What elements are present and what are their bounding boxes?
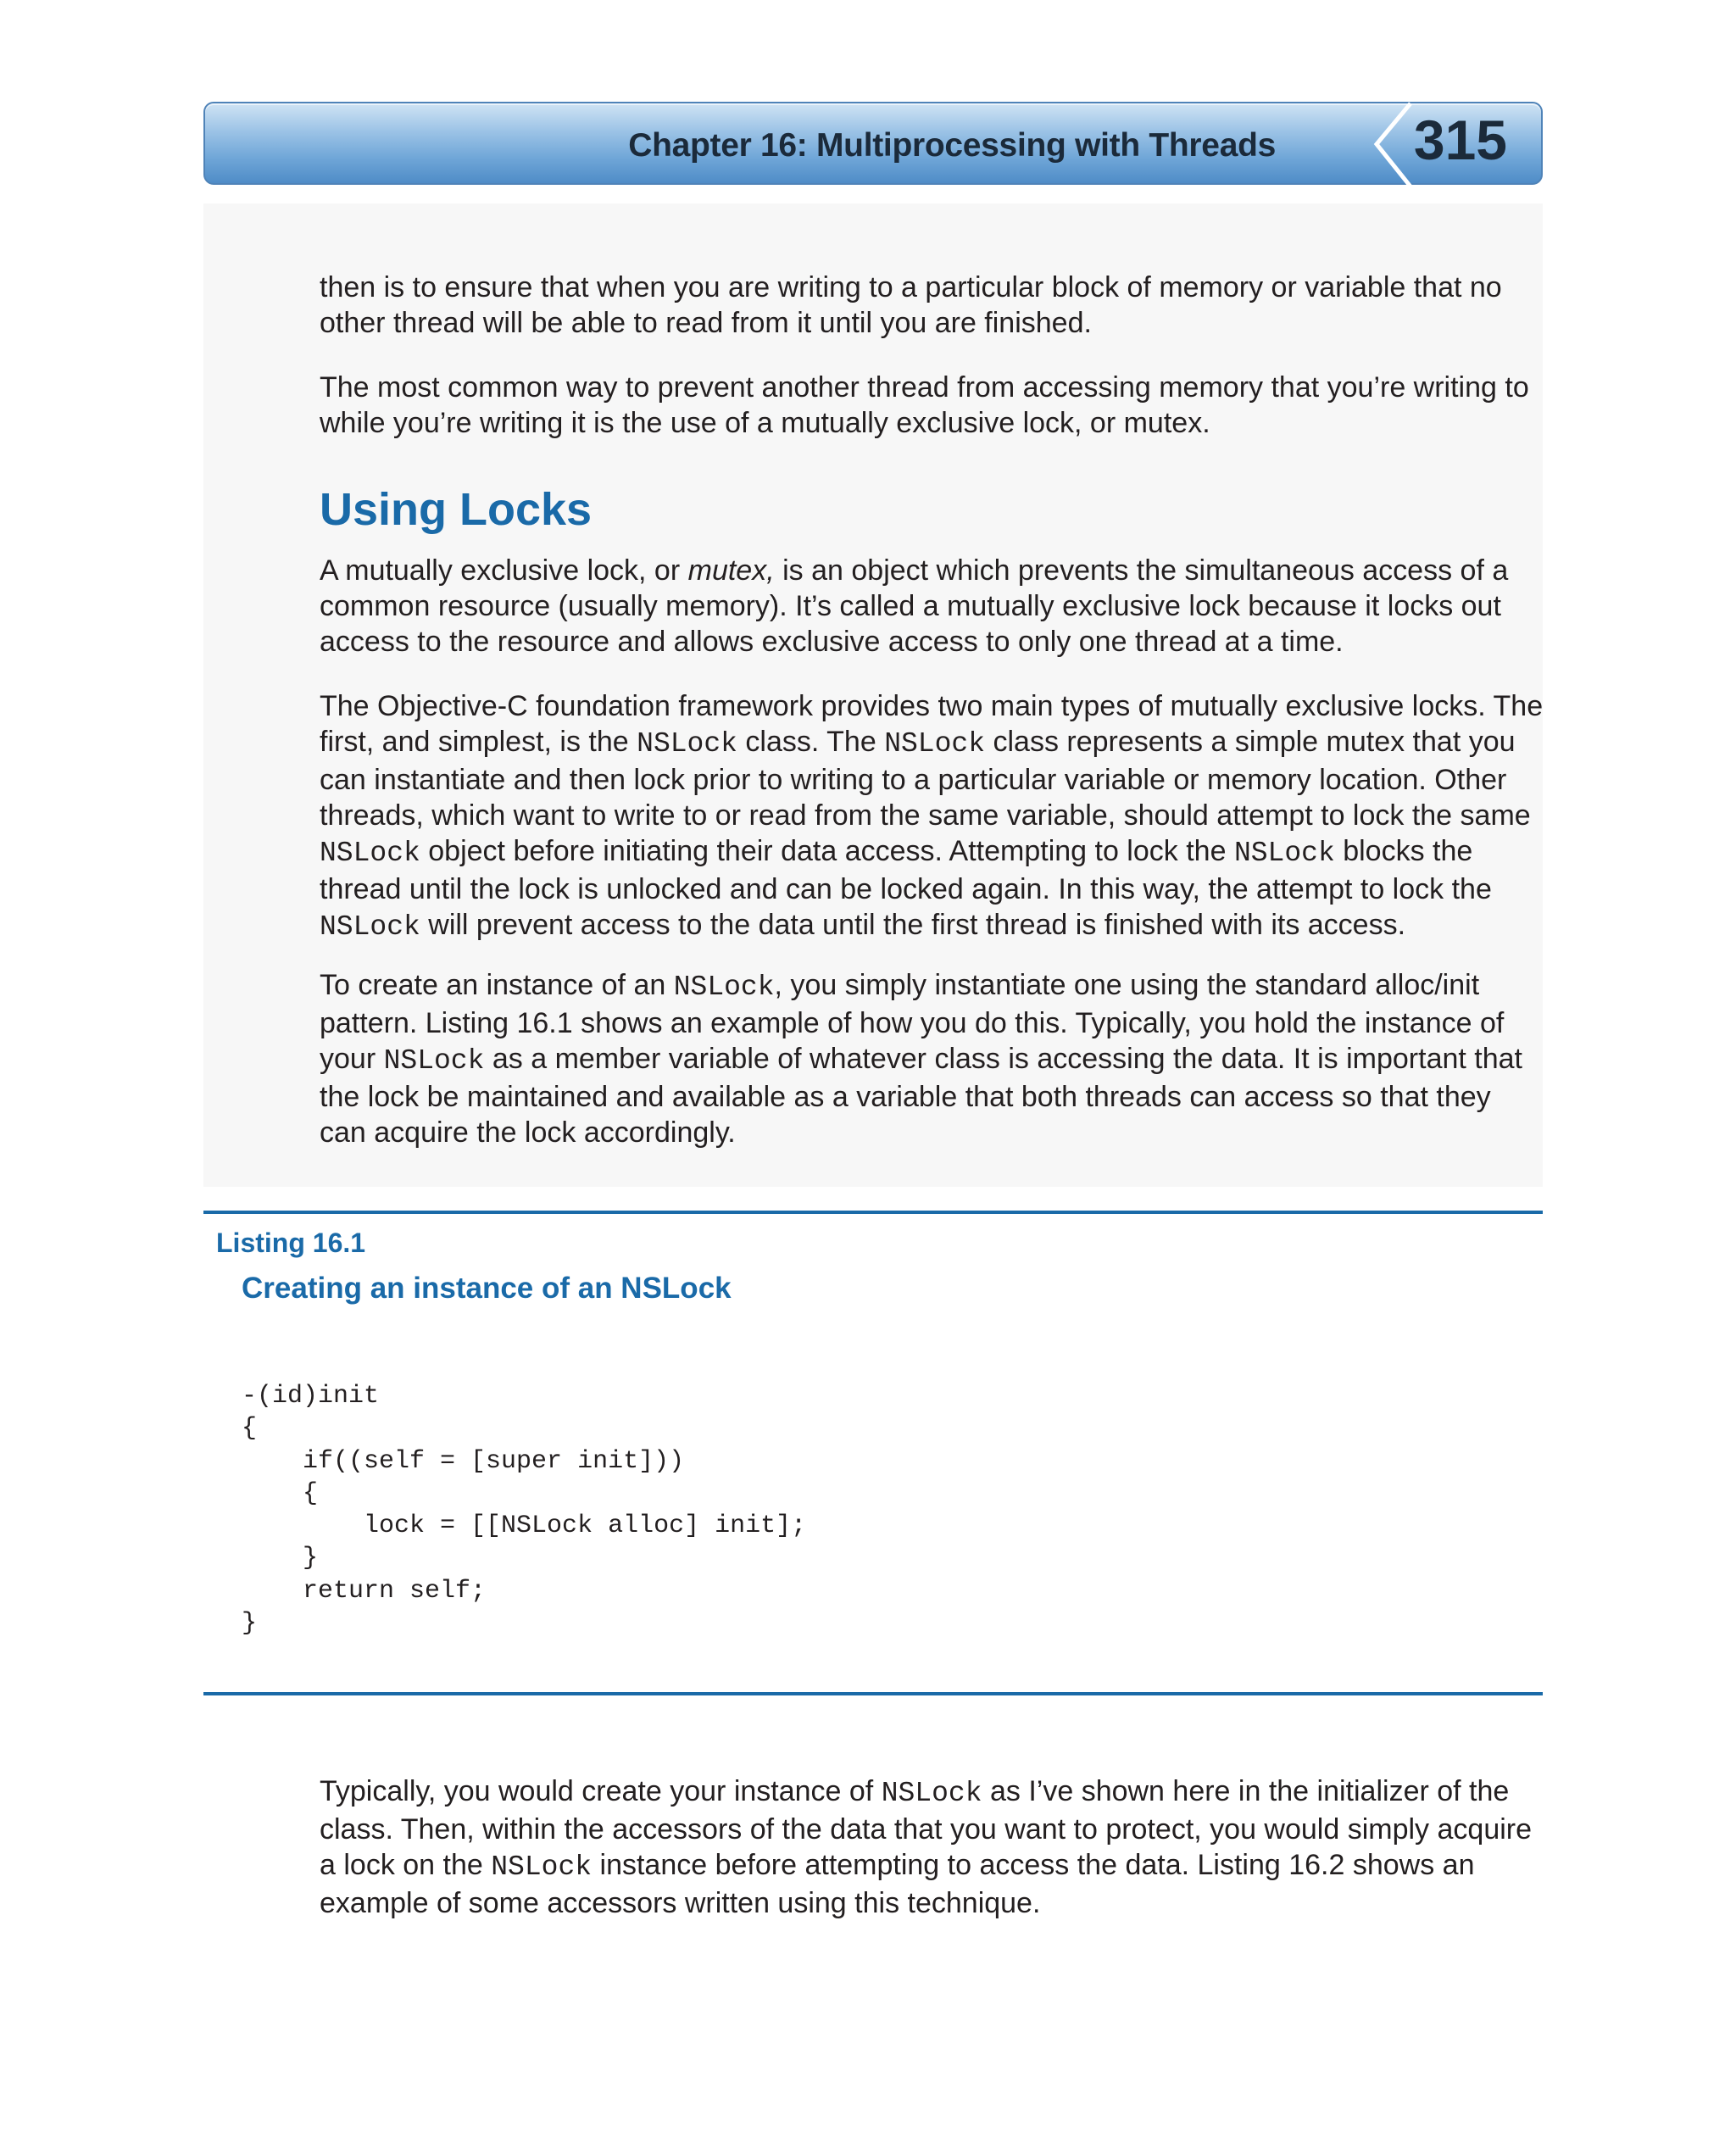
page-tab-chevron-icon: [1368, 102, 1419, 188]
chapter-title: Chapter 16: Multiprocessing with Threads: [628, 127, 1276, 164]
inline-code-nslock: NSLock: [491, 1851, 593, 1883]
code-line: }: [242, 1609, 258, 1639]
code-line: if((self = [super init])): [242, 1446, 685, 1476]
intro-paragraph-2: The most common way to prevent another thread from accessing memory that you’re writing to while you’re writing it is the use of a mutually exclusive lock, or mutex.: [320, 371, 1529, 439]
inline-code-nslock: NSLock: [881, 1778, 982, 1809]
listing-top-rule: [203, 1211, 1543, 1214]
listing-bottom-rule: [203, 1692, 1543, 1695]
inline-code-nslock: NSLock: [383, 1045, 485, 1077]
code-line: }: [242, 1544, 319, 1573]
inline-code-nslock: NSLock: [673, 972, 775, 1003]
inline-code-nslock: NSLock: [884, 728, 986, 760]
section-paragraph-3: To create an instance of an NSLock, you simply instantiate one using the standard alloc/init pattern. Listing 16.1 shows an example of how you do this. Typically, you hold the instance of your NSLock as a member variable of whatever class is accessing the data. It is important that the lock be maintained and available as a variable that both threads can access so that they can acquire the lock accordingly.: [320, 969, 1522, 1149]
section-heading: Using Locks: [320, 484, 593, 535]
code-line: lock = [[NSLock alloc] init];: [242, 1512, 807, 1541]
page-number: 315: [1413, 109, 1507, 171]
code-line: -(id)init: [242, 1382, 380, 1411]
listing-label: Listing 16.1: [216, 1228, 366, 1258]
section-paragraph-1: A mutually exclusive lock, or mutex, is an object which prevents the simultaneous access of a common resource (usually memory). It’s called a mutually exclusive lock because it locks out access to the resource and allows exclusive access to only one thread at a time.: [320, 554, 1509, 658]
code-listing: [242, 1380, 806, 1640]
listing-title: Creating an instance of an NSLock: [242, 1272, 732, 1305]
chapter-header-bar: [203, 102, 1543, 185]
inline-code-nslock: NSLock: [637, 728, 737, 760]
code-line: {: [242, 1478, 319, 1508]
code-line: return self;: [242, 1576, 487, 1606]
closing-paragraph: Typically, you would create your instance of NSLock as I’ve shown here in the initializer of the class. Then, within the accessors of the data that you want to protect, you would simply acquire a lock on the NSLock instance before attempting to access the data. Listing 16.2 shows an example of some accessors written using this technique.: [320, 1775, 1533, 1919]
section-paragraph-2: The Objective-C foundation framework provides two main types of mutually exclusive locks. The first, and simplest, is the NSLock class. The NSLock class represents a simple mutex that you can instantiate and then lock prior to writing to a particular variable or memory location. Other threads, which want to write to or read from the same variable, should attempt to lock the same NSLock object before initiating their data access. Attempting to lock the NSLock blocks the thread until the lock is unlocked and can be locked again. In this way, the attempt to lock the NSLock will prevent access to the data until the first thread is finished with its access.: [320, 690, 1544, 943]
code-line: {: [242, 1414, 258, 1444]
inline-code-nslock: NSLock: [1233, 838, 1335, 869]
inline-code-nslock: NSLock: [320, 911, 420, 943]
inline-code-nslock: NSLock: [320, 838, 420, 869]
intro-paragraph-1: then is to ensure that when you are writing to a particular block of memory or variable that no other thread will be able to read from it until you are finished.: [320, 271, 1502, 339]
